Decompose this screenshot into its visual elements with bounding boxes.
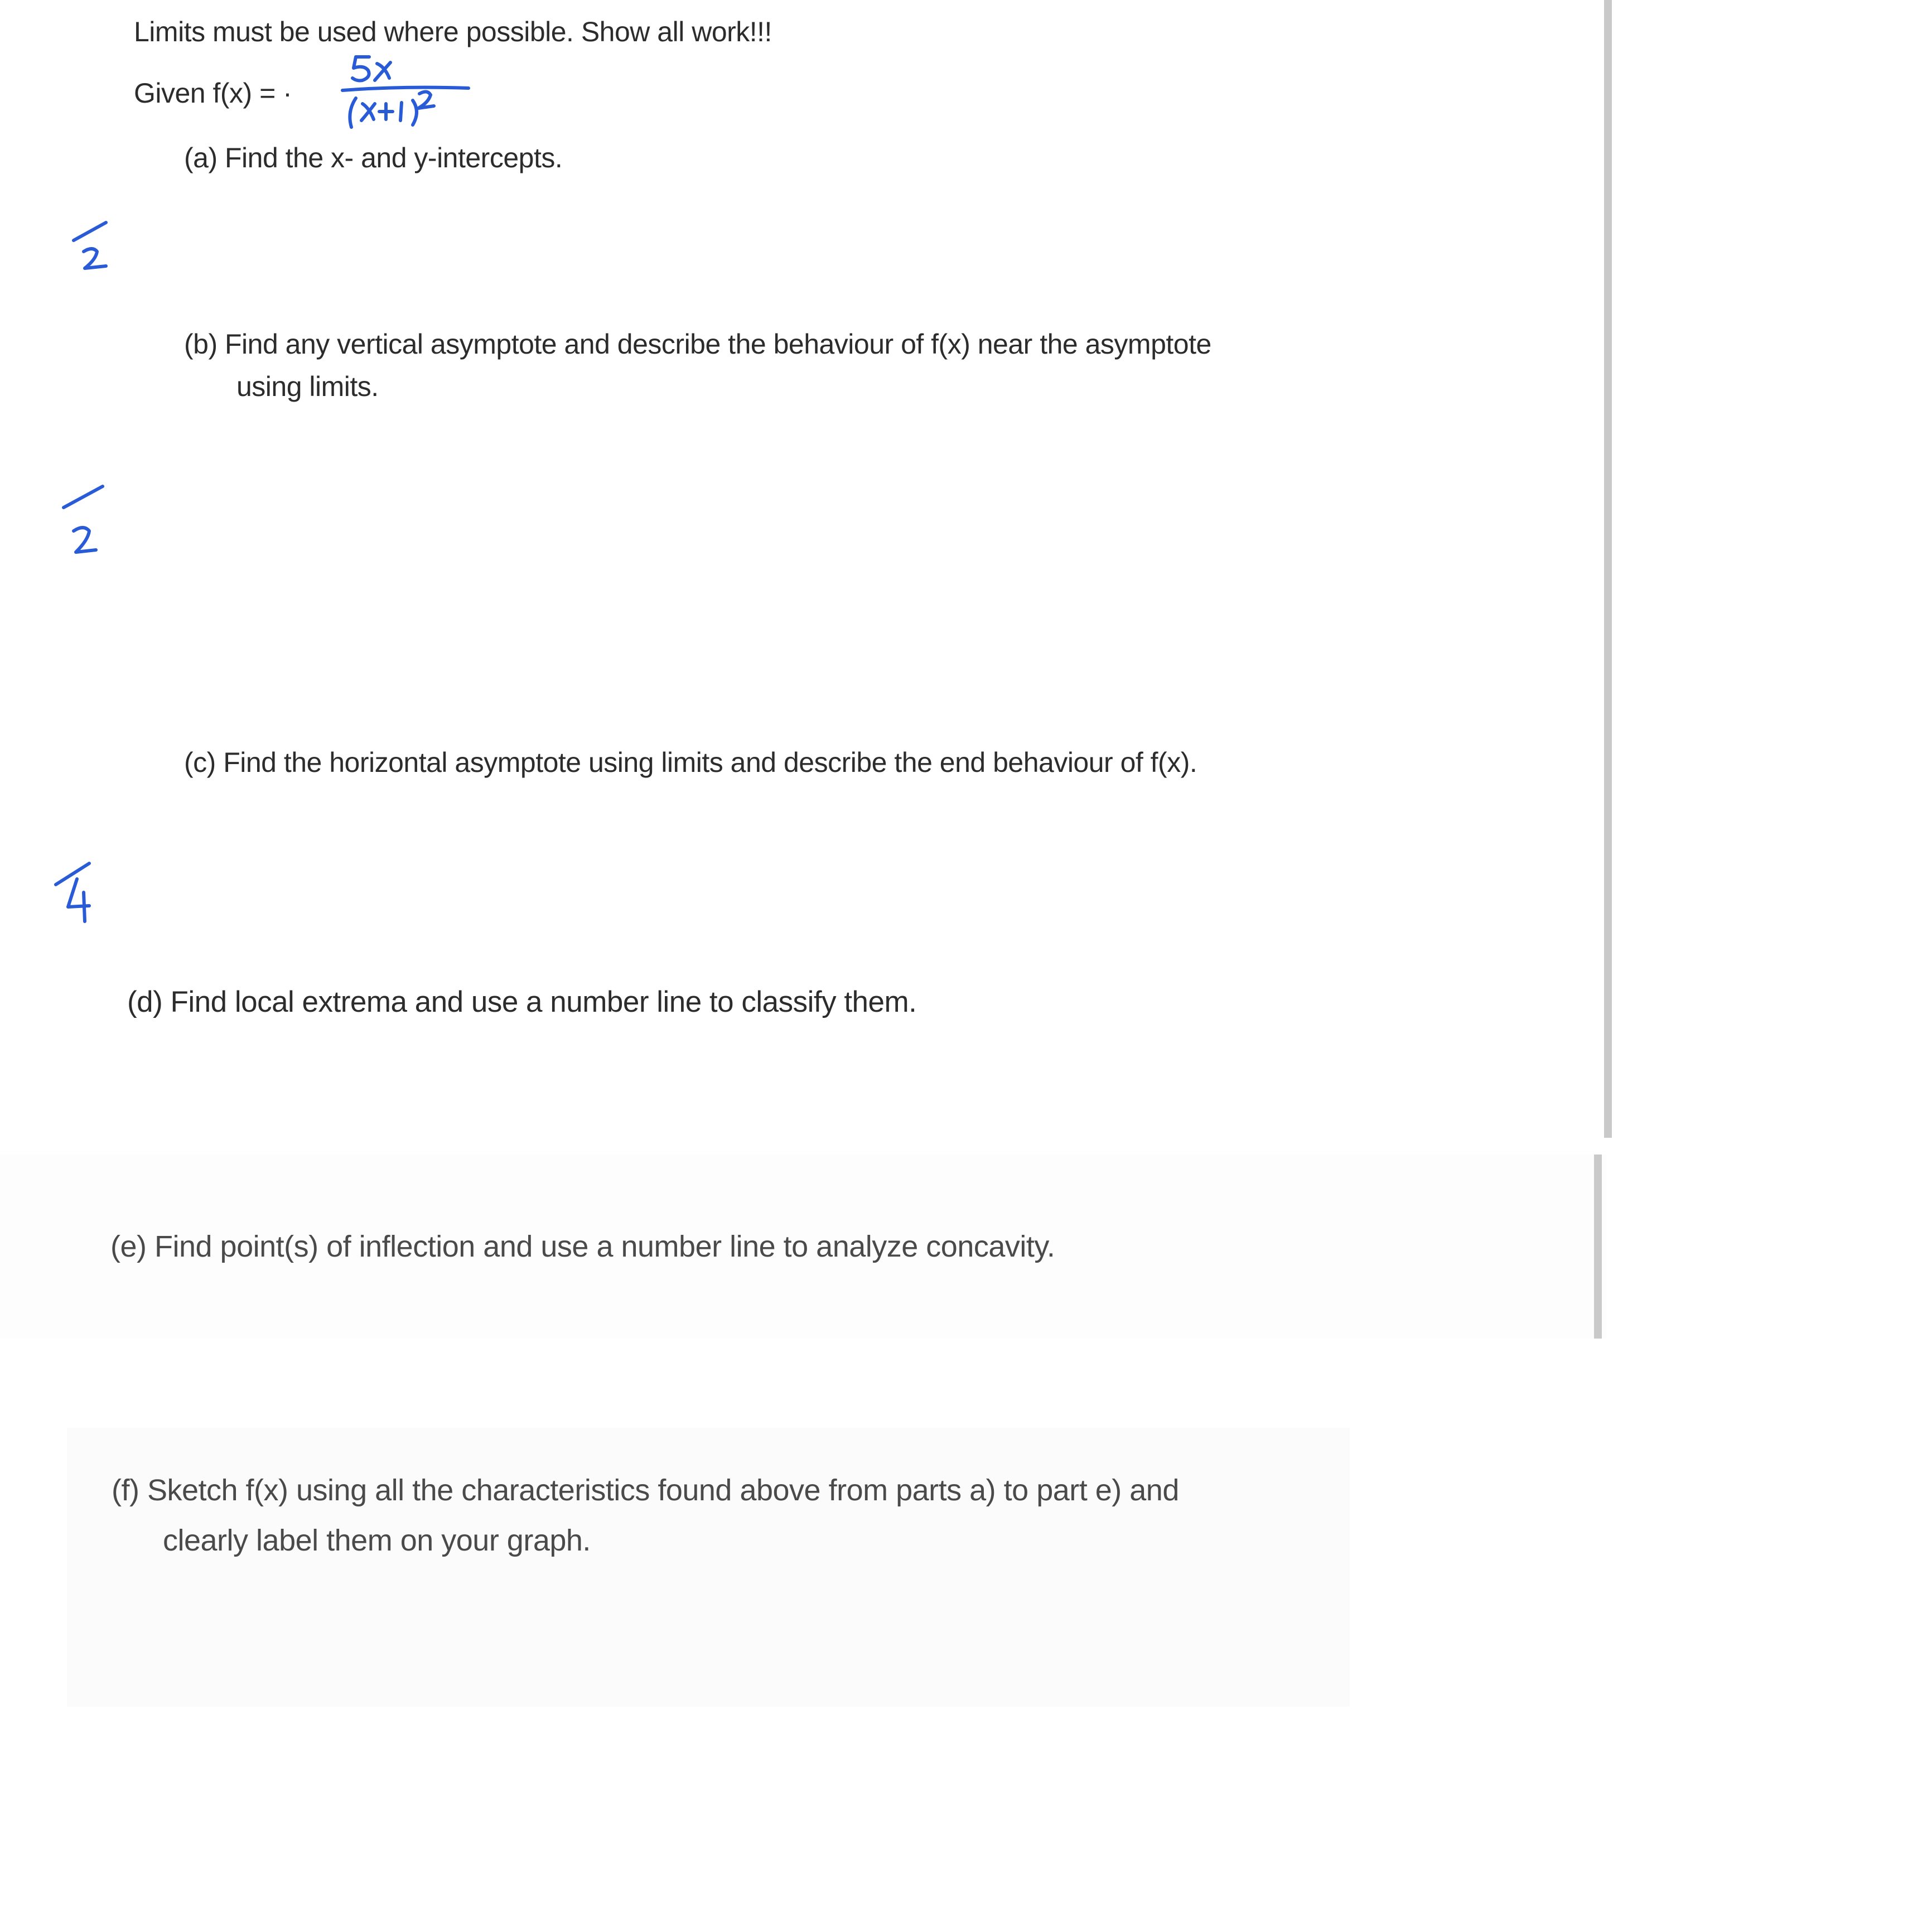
- handwritten-digit-1: [400, 103, 402, 120]
- given-function-label: Given f(x) = ·: [134, 78, 292, 109]
- handwritten-function: [335, 50, 480, 139]
- page-edge-shadow: [1594, 1155, 1602, 1339]
- handwritten-x: [361, 104, 375, 120]
- handwritten-paren-close: [413, 100, 417, 125]
- part-f-question-line2: clearly label them on your graph.: [163, 1524, 591, 1557]
- handwritten-x: [375, 62, 390, 80]
- worksheet-page-3: [67, 1428, 1350, 1707]
- part-e-question: (e) Find point(s) of inflection and use a number line to analyze concavity.: [110, 1230, 1055, 1263]
- page-edge-shadow: [1604, 0, 1612, 1138]
- handwritten-mark-b: [56, 480, 117, 569]
- handwritten-digit-5: [352, 57, 369, 81]
- handwritten-mark-c: [50, 853, 112, 931]
- part-c-question: (c) Find the horizontal asymptote using limits and describe the end behaviour of f(x).: [184, 747, 1197, 778]
- handwritten-plus: [379, 104, 393, 119]
- part-b-question-line2: using limits.: [236, 371, 379, 402]
- fraction-bar: [342, 88, 468, 90]
- instructions-text: Limits must be used where possible. Show all work!!!: [134, 16, 772, 47]
- part-b-question-line1: (b) Find any vertical asymptote and describe the behaviour of f(x) near the asymptote: [184, 329, 1211, 360]
- handwritten-mark-a: [61, 215, 123, 282]
- part-f-question-line1: (f) Sketch f(x) using all the characteristics found above from parts a) to part e) and: [112, 1474, 1179, 1507]
- handwritten-paren-open: [350, 98, 356, 127]
- handwritten-exponent-2: [418, 91, 434, 108]
- part-d-question: (d) Find local extrema and use a number line to classify them.: [127, 986, 917, 1018]
- part-a-question: (a) Find the x- and y-intercepts.: [184, 142, 563, 173]
